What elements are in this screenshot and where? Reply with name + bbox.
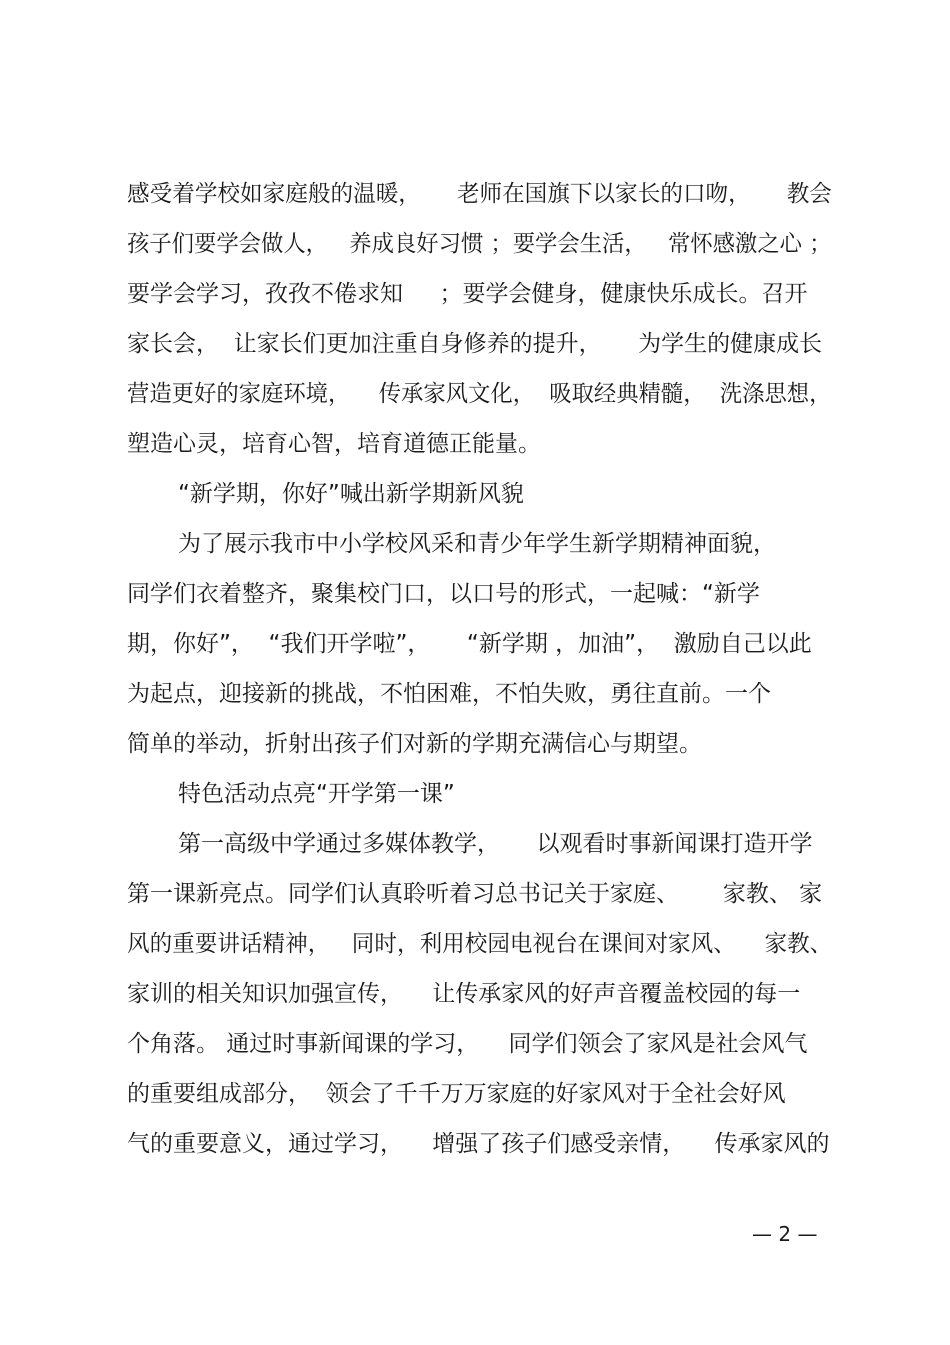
text-line: 家长会， 让家长们更加注重自身修养的提升， 为学生的健康成长 [127,331,823,357]
text-line: 塑造心灵，培育心智，培育道德正能量。 [127,431,541,457]
text-line: 第一课新亮点。同学们认真聆听着习总书记关于家庭、 家教、 家 [127,881,823,907]
section-heading: “新学期，你好”喊出新学期新风貌 [178,481,524,507]
text-line: 第一高级中学通过多媒体教学， 以观看时事新闻课打造开学 [178,831,813,857]
text-line: 营造更好的家庭环境， 传承家风文化， 吸取经典精髓， 洗涤思想， [127,381,832,407]
text-line: 感受着学校如家庭般的温暖， 老师在国旗下以家长的口吻， 教会 [127,181,832,207]
text-line: 个角落。 通过时事新闻课的学习， 同学们领会了家风是社会风气 [127,1031,808,1057]
text-line: 要学会学习，孜孜不倦求知 ；要学会健身，健康快乐成长。召开 [127,281,808,307]
text-line: 简单的举动，折射出孩子们对新的学期充满信心与期望。 [127,731,702,757]
text-line: 风的重要讲话精神， 同时，利用校园电视台在课间对家风、 家教、 [127,931,833,957]
text-line: 期，你好”， “我们开学啦”， “新学期 ，加油”， 激励自己以此 [127,631,812,657]
page-number: — 2 — [752,1222,818,1246]
text-line: 孩子们要学会做人， 养成良好习惯 ；要学会生活， 常怀感激之心 ； [127,231,832,257]
text-line: 气的重要意义，通过学习， 增强了孩子们感受亲情， 传承家风的 [127,1131,830,1157]
text-line: 为起点，迎接新的挑战，不怕困难，不怕失败，勇往直前。一个 [127,681,771,707]
text-line: 家训的相关知识加强宣传， 让传承家风的好声音覆盖校园的每一 [127,981,801,1007]
text-line: 为了展示我市中小学校风采和青少年学生新学期精神面貌， [178,531,776,557]
text-line: 同学们衣着整齐，聚集校门口，以口号的形式，一起喊：“新学 [127,581,760,607]
section-heading: 特色活动点亮“开学第一课” [178,781,455,807]
text-line: 的重要组成部分， 领会了千千万万家庭的好家风对于全社会好风 [127,1081,786,1107]
